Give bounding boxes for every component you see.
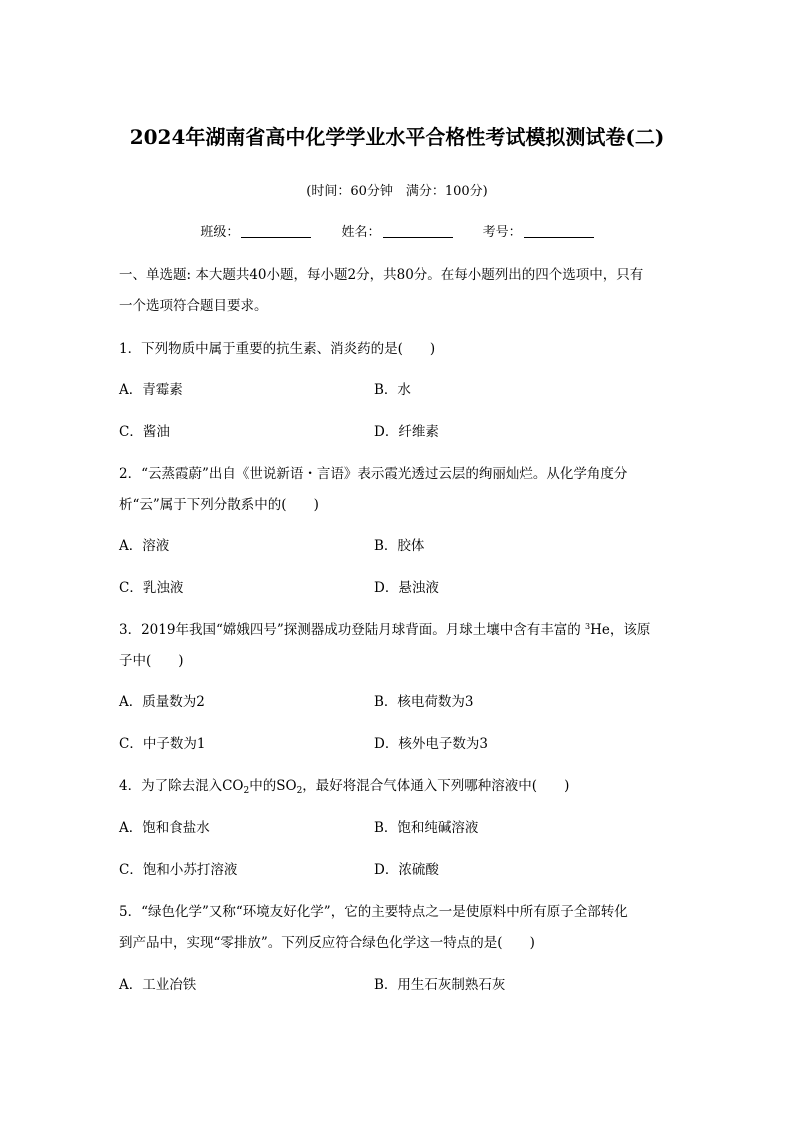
q4-option-c: C．饱和小苏打溶液 [119, 862, 238, 878]
class-field [200, 221, 311, 240]
exam-title: 2024年湖南省高中化学学业水平合格性考试模拟测试卷(二) [129, 125, 665, 149]
q3-mass-number: 3 [585, 622, 591, 631]
q3-stem-line1 [119, 618, 650, 638]
q3-stem-text: 3．2019年我国“嫦娥四号”探测器成功登陆月球背面。月球土壤中含有丰富的 [119, 622, 586, 638]
q3-option-c: C．中子数为1 [119, 736, 206, 752]
q3-option-d: D．核外电子数为3 [374, 736, 488, 752]
class-label: 班级： [200, 225, 240, 240]
q2-option-d: D．悬浊液 [374, 580, 439, 596]
section-instruction-line1: 一、单选题: 本大题共40小题，每小题2分，共80分。在每小题列出的四个选项中，只有 [119, 267, 644, 283]
q3-option-a: A．质量数为2 [119, 694, 205, 710]
q2-stem-line1: 2．“云蒸霞蔚”出自《世说新语・言语》表示霞光透过云层的绚丽灿烂。从化学角度分 [119, 466, 628, 482]
q2-option-c: C．乳浊液 [119, 580, 184, 596]
q4-stem-part-a: 4．为了除去混入CO [119, 778, 244, 794]
q4-option-d: D．浓硫酸 [374, 862, 439, 878]
q5-option-b: B．用生石灰制熟石灰 [374, 977, 506, 993]
class-blank [241, 224, 311, 238]
q4-subscript-2: 2 [296, 786, 303, 796]
q1-stem: 1．下列物质中属于重要的抗生素、消炎药的是( ) [119, 341, 436, 357]
name-field [341, 221, 452, 240]
q5-option-a: A．工业冶铁 [119, 977, 197, 993]
q5-stem-line1: 5．“绿色化学”又称“环境友好化学”，它的主要特点之一是使原料中所有原子全部转化 [119, 904, 628, 920]
q3-stem-line2: 子中( ) [119, 653, 184, 669]
exam-time-score: (时间：60分钟 满分：100分) [306, 184, 488, 199]
q4-subscript-1: 2 [243, 786, 250, 796]
student-info-row [0, 221, 794, 240]
section-instruction-line2: 一个选项符合题目要求。 [119, 298, 268, 314]
q1-option-a: A．青霉素 [119, 382, 183, 398]
q4-stem-part-b: 中的SO [249, 778, 297, 794]
q1-option-d: D．纤维素 [374, 424, 439, 440]
q3-option-b: B．核电荷数为3 [374, 694, 474, 710]
q4-stem-part-c: ，最好将混合气体通入下列哪种溶液中( ) [302, 778, 570, 794]
q4-option-b: B．饱和纯碱溶液 [374, 820, 479, 836]
q1-option-b: B．水 [374, 382, 411, 398]
number-blank [524, 224, 594, 238]
q5-stem-line2: 到产品中，实现“零排放”。下列反应符合绿色化学这一特点的是( ) [119, 935, 535, 951]
q1-option-c: C．酱油 [119, 424, 170, 440]
q2-option-a: A．溶液 [119, 538, 170, 554]
number-field [483, 221, 594, 240]
name-blank [383, 224, 453, 238]
q2-option-b: B．胶体 [374, 538, 425, 554]
q4-option-a: A．饱和食盐水 [119, 820, 210, 836]
q4-stem [119, 774, 569, 796]
q2-stem-line2: 析“云”属于下列分散系中的( ) [119, 497, 319, 513]
number-label: 考号： [482, 225, 522, 240]
name-label: 姓名： [341, 225, 381, 240]
q3-stem-text-end: He，该原 [590, 622, 651, 638]
